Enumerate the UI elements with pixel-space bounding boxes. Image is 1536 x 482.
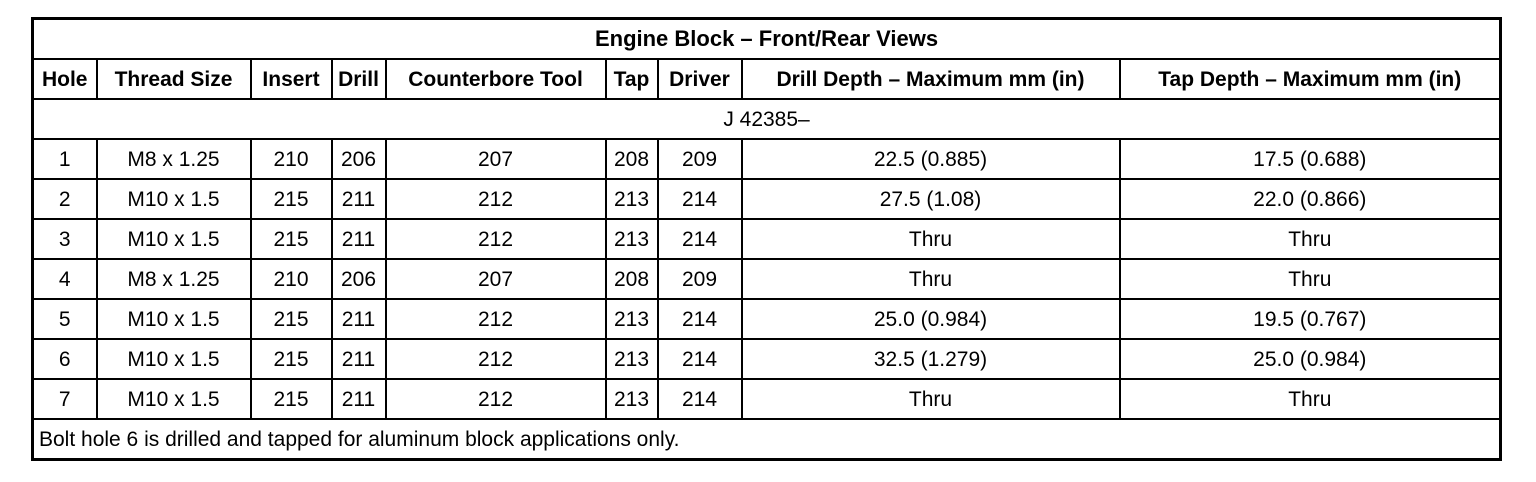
cell-drill-depth: 25.0 (0.984) (742, 299, 1120, 339)
cell-driver: 214 (658, 219, 742, 259)
cell-driver: 214 (658, 379, 742, 419)
table-row (33, 179, 1501, 219)
header-row (33, 59, 1501, 99)
cell-tap: 213 (606, 179, 658, 219)
cell-counterbore-tool: 212 (386, 339, 606, 379)
cell-insert: 215 (251, 179, 332, 219)
cell-driver: 214 (658, 179, 742, 219)
cell-driver: 209 (658, 259, 742, 299)
cell-thread-size: M8 x 1.25 (97, 259, 251, 299)
cell-hole: 3 (33, 219, 97, 259)
header-counterbore-tool: Counterbore Tool (386, 59, 606, 99)
table-title: Engine Block – Front/Rear Views (33, 19, 1501, 60)
cell-drill-depth: Thru (742, 219, 1120, 259)
cell-drill: 206 (332, 259, 386, 299)
engine-block-spec-table (31, 17, 1502, 461)
header-tap: Tap (606, 59, 658, 99)
title-row (33, 19, 1501, 60)
cell-drill: 211 (332, 219, 386, 259)
cell-counterbore-tool: 212 (386, 219, 606, 259)
cell-drill: 211 (332, 179, 386, 219)
table-row (33, 379, 1501, 419)
cell-counterbore-tool: 212 (386, 179, 606, 219)
cell-thread-size: M10 x 1.5 (97, 219, 251, 259)
cell-insert: 215 (251, 339, 332, 379)
cell-tap-depth: Thru (1120, 259, 1501, 299)
cell-tap: 208 (606, 139, 658, 179)
cell-thread-size: M10 x 1.5 (97, 299, 251, 339)
table-row (33, 259, 1501, 299)
cell-driver: 209 (658, 139, 742, 179)
cell-hole: 2 (33, 179, 97, 219)
header-drill-depth: Drill Depth – Maximum mm (in) (742, 59, 1120, 99)
table-row (33, 219, 1501, 259)
kit-label: J 42385– (33, 99, 1501, 139)
cell-thread-size: M10 x 1.5 (97, 339, 251, 379)
cell-insert: 210 (251, 139, 332, 179)
header-insert: Insert (251, 59, 332, 99)
cell-insert: 210 (251, 259, 332, 299)
cell-counterbore-tool: 212 (386, 379, 606, 419)
cell-tap: 213 (606, 339, 658, 379)
cell-tap-depth: Thru (1120, 219, 1501, 259)
cell-drill: 206 (332, 139, 386, 179)
cell-tap: 213 (606, 379, 658, 419)
footnote: Bolt hole 6 is drilled and tapped for aluminum block applications only. (33, 419, 1501, 460)
cell-hole: 5 (33, 299, 97, 339)
cell-hole: 6 (33, 339, 97, 379)
cell-tap: 213 (606, 219, 658, 259)
header-tap-depth: Tap Depth – Maximum mm (in) (1120, 59, 1501, 99)
cell-thread-size: M8 x 1.25 (97, 139, 251, 179)
cell-tap: 208 (606, 259, 658, 299)
cell-hole: 4 (33, 259, 97, 299)
cell-drill-depth: 22.5 (0.885) (742, 139, 1120, 179)
table-row (33, 299, 1501, 339)
cell-drill: 211 (332, 339, 386, 379)
cell-drill: 211 (332, 299, 386, 339)
cell-hole: 7 (33, 379, 97, 419)
cell-counterbore-tool: 207 (386, 139, 606, 179)
cell-counterbore-tool: 207 (386, 259, 606, 299)
cell-drill-depth: Thru (742, 259, 1120, 299)
table-row (33, 339, 1501, 379)
header-driver: Driver (658, 59, 742, 99)
cell-driver: 214 (658, 299, 742, 339)
table-row (33, 139, 1501, 179)
cell-thread-size: M10 x 1.5 (97, 179, 251, 219)
header-thread-size: Thread Size (97, 59, 251, 99)
kit-row (33, 99, 1501, 139)
cell-tap-depth: 19.5 (0.767) (1120, 299, 1501, 339)
header-drill: Drill (332, 59, 386, 99)
cell-drill-depth: Thru (742, 379, 1120, 419)
cell-tap-depth: 17.5 (0.688) (1120, 139, 1501, 179)
cell-tap-depth: Thru (1120, 379, 1501, 419)
cell-hole: 1 (33, 139, 97, 179)
cell-drill-depth: 27.5 (1.08) (742, 179, 1120, 219)
cell-drill: 211 (332, 379, 386, 419)
table-body (33, 99, 1501, 419)
cell-tap-depth: 22.0 (0.866) (1120, 179, 1501, 219)
cell-tap-depth: 25.0 (0.984) (1120, 339, 1501, 379)
cell-insert: 215 (251, 219, 332, 259)
cell-insert: 215 (251, 299, 332, 339)
cell-insert: 215 (251, 379, 332, 419)
cell-thread-size: M10 x 1.5 (97, 379, 251, 419)
cell-drill-depth: 32.5 (1.279) (742, 339, 1120, 379)
cell-driver: 214 (658, 339, 742, 379)
header-hole: Hole (33, 59, 97, 99)
footnote-row (33, 419, 1501, 460)
cell-tap: 213 (606, 299, 658, 339)
cell-counterbore-tool: 212 (386, 299, 606, 339)
